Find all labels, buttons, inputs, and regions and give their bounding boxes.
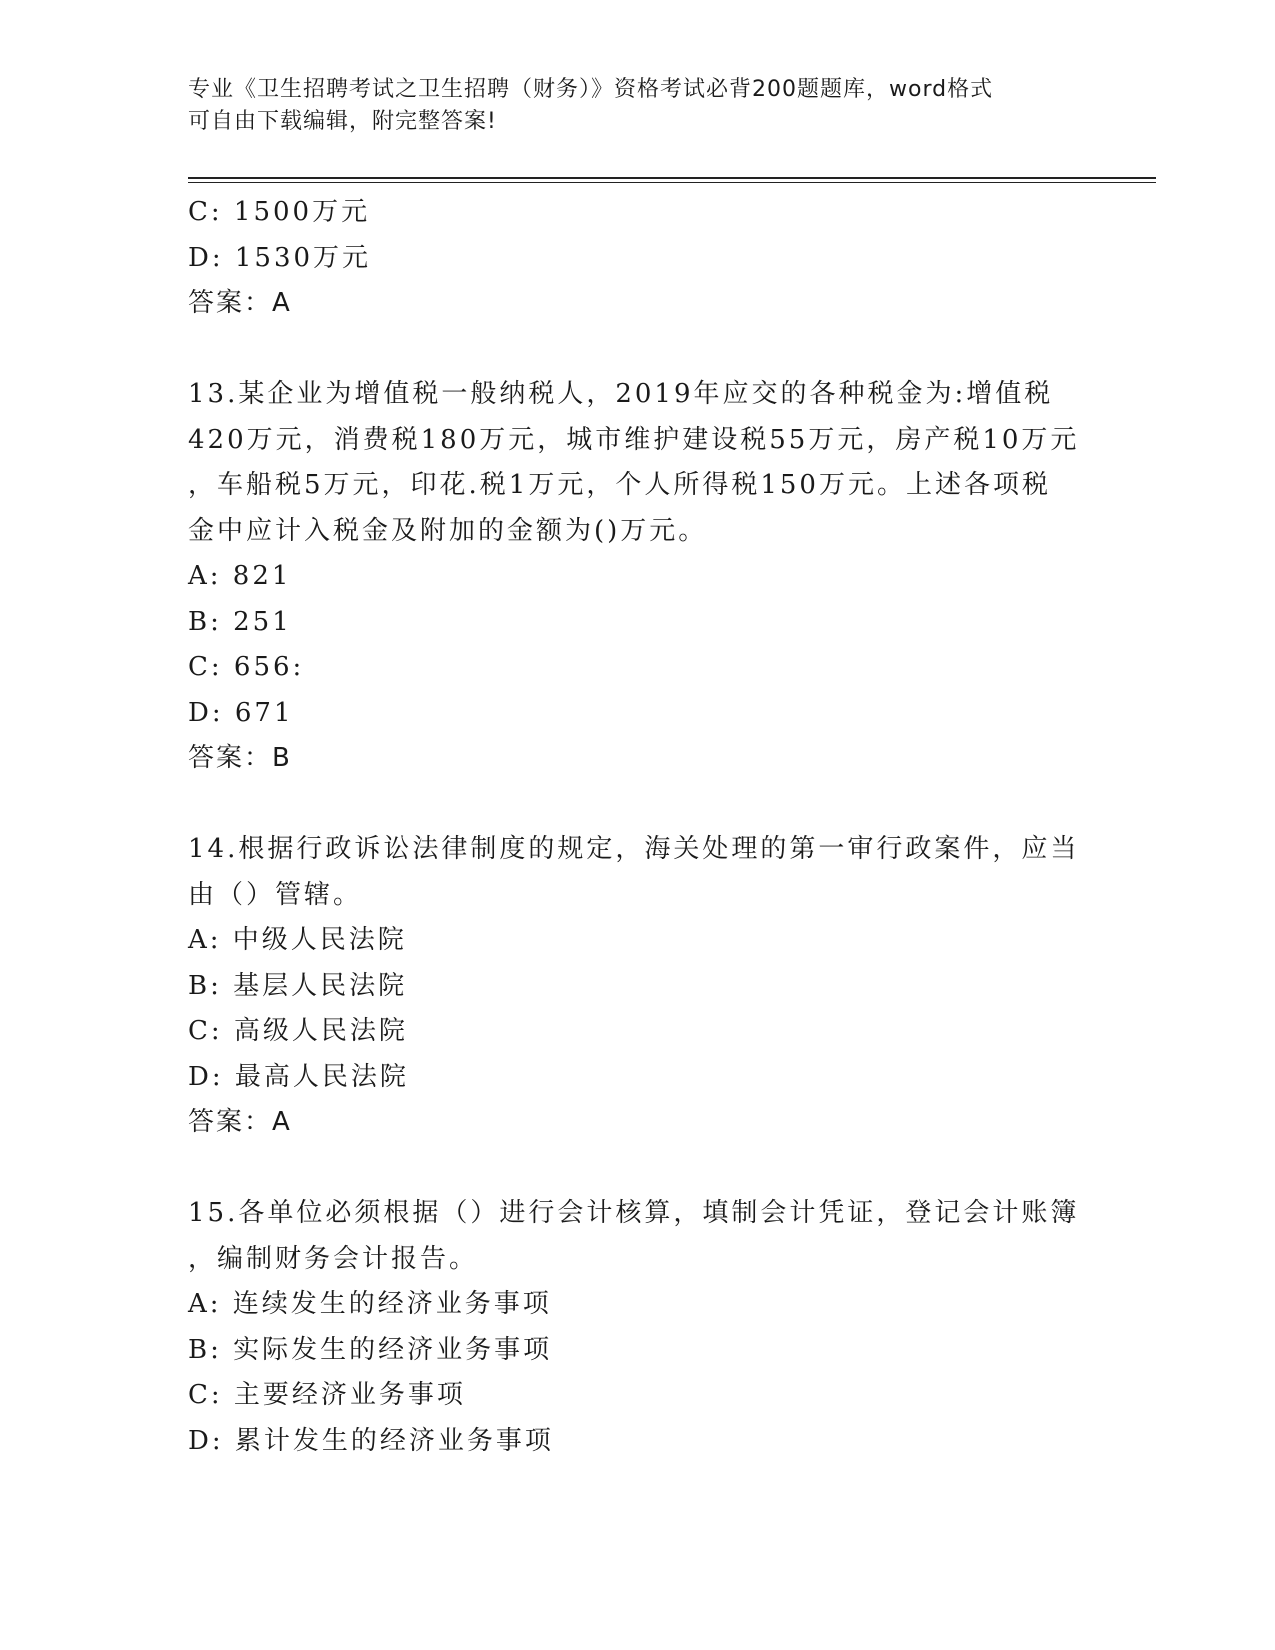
header-divider [188,177,1156,179]
q13-option-c: C: 656: [188,652,305,682]
q15-option-d: D: 累计发生的经济业务事项 [188,1425,554,1456]
q14-text-line-1: 14.根据行政诉讼法律制度的规定，海关处理的第一审行政案件，应当 [188,834,1080,864]
q14-answer: 答案：A [188,1107,292,1137]
q14-option-d: D: 最高人民法院 [188,1061,409,1092]
page-header [188,74,1088,138]
q13-text-line-3: ，车船税5万元，印花.税1万元，个人所得税150万元。上述各项税 [188,470,1051,500]
spacer [188,782,1088,828]
q15-option-c: C: 主要经济业务事项 [188,1380,466,1410]
header-title-line-1: 专业《卫生招聘考试之卫生招聘（财务）》资格考试必背200题题库，word格式 [188,77,994,102]
q14-text-line-2: 由（）管辖。 [188,879,363,910]
q13-text-line-4: 金中应计入税金及附加的金额为()万元。 [188,515,708,546]
q15-text-line-1: 15.各单位必须根据（）进行会计核算，填制会计凭证，登记会计账簿 [188,1198,1080,1228]
header-title-line-2: 可自由下载编辑，附完整答案! [188,109,497,134]
spacer [188,1146,1088,1192]
q13-option-a: A: 821 [188,561,292,591]
q13-option-b: B: 251 [188,606,292,637]
prev-answer: 答案：A [188,288,292,318]
q13-text-line-2: 420万元，消费税180万元，城市维护建设税55万元，房产税10万元 [188,424,1080,455]
prev-option-c: C: 1500万元 [188,197,371,227]
q14-option-b: B: 基层人民法院 [188,970,408,1001]
q13-option-d: D: 671 [188,697,294,728]
q14-option-a: A: 中级人民法院 [188,925,407,955]
q13-answer: 答案：B [188,743,292,773]
question-content [188,190,1088,1464]
q13-text-line-1: 13.某企业为增值税一般纳税人，2019年应交的各种税金为:增值税 [188,379,1054,409]
q15-option-a: A: 连续发生的经济业务事项 [188,1289,552,1319]
q15-text-line-2: ，编制财务会计报告。 [188,1243,479,1274]
prev-option-d: D: 1530万元 [188,242,372,273]
q14-option-c: C: 高级人民法院 [188,1016,408,1046]
spacer [188,327,1088,373]
q15-option-b: B: 实际发生的经济业务事项 [188,1334,553,1365]
